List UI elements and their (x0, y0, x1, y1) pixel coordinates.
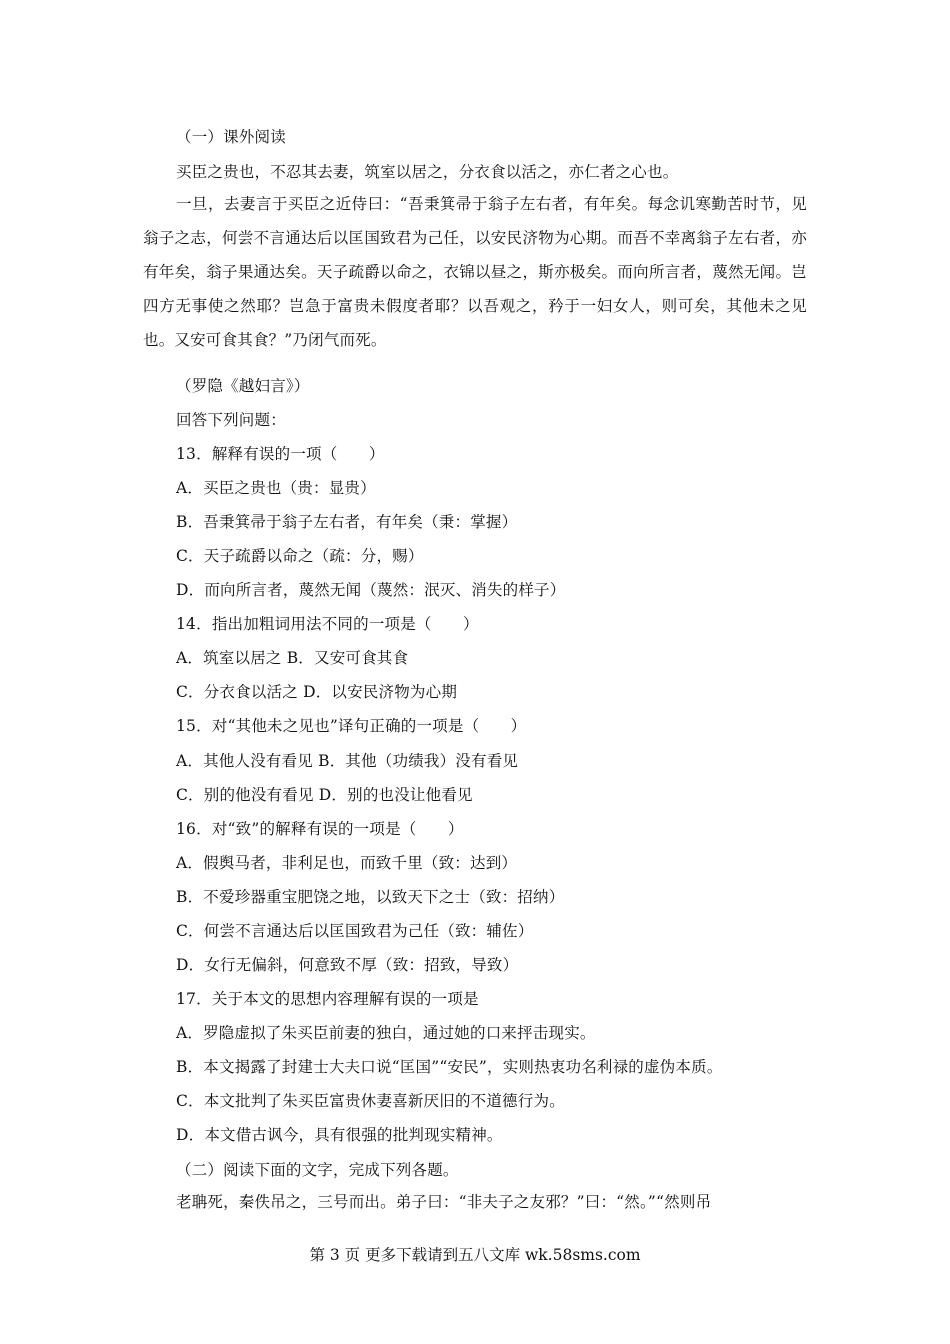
option-13a: A．买臣之贵也（贵：显贵） (176, 479, 376, 497)
text-line: 买臣之贵也，不忍其去妻，筑室以居之，分衣食以活之，亦仁者之心也。 (176, 163, 679, 181)
option-17d: D．本文借古讽今，具有很强的批判现实精神。 (176, 1126, 503, 1144)
source-attribution: （罗隐《越妇言》） (176, 377, 310, 395)
passage-paragraph: 一旦，去妻言于买臣之近侍曰：“吾秉箕帚于翁子左右者，有年矣。每念讥寒勤苦时节，见翁子之志，何尝不言通达后以匡国致君为己任，以安民济物为心期。而吾不幸离翁子左右者，亦有年矣，翁子果通达矣。天子疏爵以命之，衣锦以昼之，斯亦极矣。而向所言者，蔑然无闻。岂四方无事使之然耶？岂急于富贵未假度者耶？以吾观之，矜于一妇女人，则可矣，其他未之见也。又安可食其食？”乃闭气而死。 (143, 195, 807, 349)
option-13d: D．而向所言者，蔑然无闻（蔑然：泯灭、消失的样子） (176, 581, 566, 599)
option-13c: C．天子疏爵以命之（疏：分，赐） (176, 547, 424, 565)
question-13: 13．解释有误的一项（ ） (176, 445, 385, 463)
option-16b: B．不爱珍器重宝肥饶之地，以致天下之士（致：招纳） (176, 888, 565, 906)
option-17a: A．罗隐虚拟了朱买臣前妻的独白，通过她的口来抨击现实。 (176, 1024, 596, 1042)
option-13b: B．吾秉箕帚于翁子左右者，有年矣（秉：掌握） (176, 513, 518, 531)
section-heading-1: （一）课外阅读 (176, 128, 286, 146)
question-15: 15．对“其他未之见也”译句正确的一项是（ ） (176, 717, 527, 735)
question-16: 16．对“致”的解释有误的一项是（ ） (176, 820, 464, 838)
section-heading-2: （二）阅读下面的文字，完成下列各题。 (176, 1161, 459, 1179)
option-14cd: C．分衣食以活之 D．以安民济物为心期 (176, 683, 458, 701)
option-15cd: C．别的他没有看见 D．别的也没让他看见 (176, 786, 473, 804)
option-16d: D．女行无偏斜，何意致不厚（致：招致，导致） (176, 956, 519, 974)
page-footer: 第 3 页 更多下载请到五八文库 wk.58sms.com (309, 1246, 641, 1264)
option-14ab: A．筑室以居之 B．又安可食其食 (176, 649, 409, 667)
instruction-text: 回答下列问题： (176, 411, 286, 429)
question-17: 17．关于本文的思想内容理解有误的一项是 (176, 990, 479, 1008)
question-14: 14．指出加粗词用法不同的一项是（ ） (176, 615, 479, 633)
option-16a: A．假舆马者，非利足也，而致千里（致：达到） (176, 854, 518, 872)
option-15ab: A．其他人没有看见 B．其他（功绩我）没有看见 (176, 752, 519, 770)
option-16c: C．何尝不言通达后以匡国致君为己任（致：辅佐） (176, 922, 534, 940)
passage-paragraph-2: 老聃死，秦佚吊之，三号而出。弟子曰：“非夫子之友邪？”曰：“然。”“然则吊 (176, 1193, 712, 1211)
option-17b: B．本文揭露了封建士大夫口说“匡国”“安民”，实则热衷功名利禄的虚伪本质。 (176, 1058, 723, 1076)
option-17c: C．本文批判了朱买臣富贵休妻喜新厌旧的不道德行为。 (176, 1092, 565, 1110)
